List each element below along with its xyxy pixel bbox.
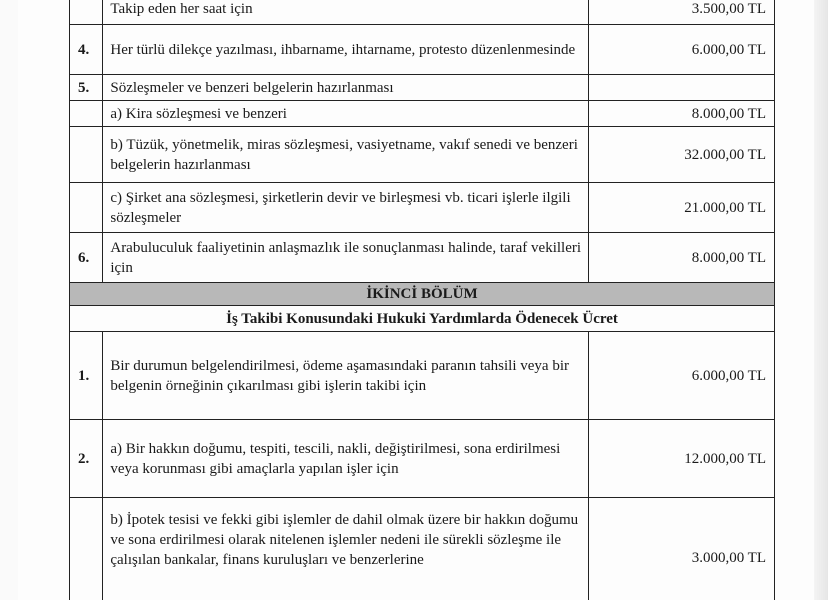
row-description: c) Şirket ana sözleşmesi, şirketlerin devir ve birleşmesi vb. ticari işlerle ilgili sözleşmeler <box>103 183 589 233</box>
row-description: Bir durumun belgelendirilmesi, ödeme aşamasındaki paranın tahsili veya bir belgenin örneğinin çıkarılması gibi işlerin takibi için <box>103 332 589 420</box>
row-fee: 8.000,00 TL <box>589 101 775 127</box>
section-subheader-row <box>70 306 775 332</box>
row-description: Takip eden her saat için <box>103 0 589 25</box>
row-number <box>70 183 103 233</box>
row-number: 1. <box>70 332 103 420</box>
row-number <box>70 127 103 183</box>
row-description: b) İpotek tesisi ve fekki gibi işlemler de dahil olmak üzere bir hakkın doğumu ve sona erdirilmesi olarak nitelenen işlemler nedeni ile sürekli sözleşme ile çalışılan bankalar, finans kuruluşları ve benzerlerine <box>103 498 589 600</box>
row-fee: 12.000,00 TL <box>589 420 775 498</box>
row-description: Sözleşmeler ve benzeri belgelerin hazırlanması <box>103 75 589 101</box>
table-row <box>70 332 775 420</box>
row-fee: 21.000,00 TL <box>589 183 775 233</box>
row-number: 5. <box>70 75 103 101</box>
row-fee: 3.500,00 TL <box>589 0 775 25</box>
row-fee <box>589 75 775 101</box>
page-edge-shadow <box>814 0 828 600</box>
table-row <box>70 0 775 25</box>
table-row <box>70 101 775 127</box>
row-description: a) Bir hakkın doğumu, tespiti, tescili, nakli, değiştirilmesi, sona erdirilmesi veya korunması gibi amaçlarla yapılan işler için <box>103 420 589 498</box>
row-number <box>70 498 103 600</box>
row-number: 4. <box>70 25 103 75</box>
row-fee: 6.000,00 TL <box>589 25 775 75</box>
row-fee: 6.000,00 TL <box>589 332 775 420</box>
row-description: Arabuluculuk faaliyetinin anlaşmazlık ile sonuçlanması halinde, taraf vekilleri için <box>103 233 589 283</box>
row-description: a) Kira sözleşmesi ve benzeri <box>103 101 589 127</box>
row-fee: 32.000,00 TL <box>589 127 775 183</box>
table-row <box>70 498 775 600</box>
table-row <box>70 25 775 75</box>
table-row <box>70 75 775 101</box>
fee-schedule-table <box>69 0 775 600</box>
table-row <box>70 127 775 183</box>
table-row <box>70 183 775 233</box>
row-number: 6. <box>70 233 103 283</box>
section-header-row <box>70 283 775 306</box>
row-description: Her türlü dilekçe yazılması, ihbarname, ihtarname, protesto düzenlenmesinde <box>103 25 589 75</box>
row-number: 2. <box>70 420 103 498</box>
row-description: b) Tüzük, yönetmelik, miras sözleşmesi, vasiyetname, vakıf senedi ve benzeri belgelerin hazırlanması <box>103 127 589 183</box>
document-page <box>18 0 828 600</box>
row-fee: 8.000,00 TL <box>589 233 775 283</box>
section-subtitle: İş Takibi Konusundaki Hukuki Yardımlarda Ödenecek Ücret <box>70 306 775 332</box>
row-number <box>70 0 103 25</box>
section-title: İKİNCİ BÖLÜM <box>70 283 775 306</box>
table-row <box>70 233 775 283</box>
row-fee: 3.000,00 TL <box>589 498 775 600</box>
row-number <box>70 101 103 127</box>
table-row <box>70 420 775 498</box>
